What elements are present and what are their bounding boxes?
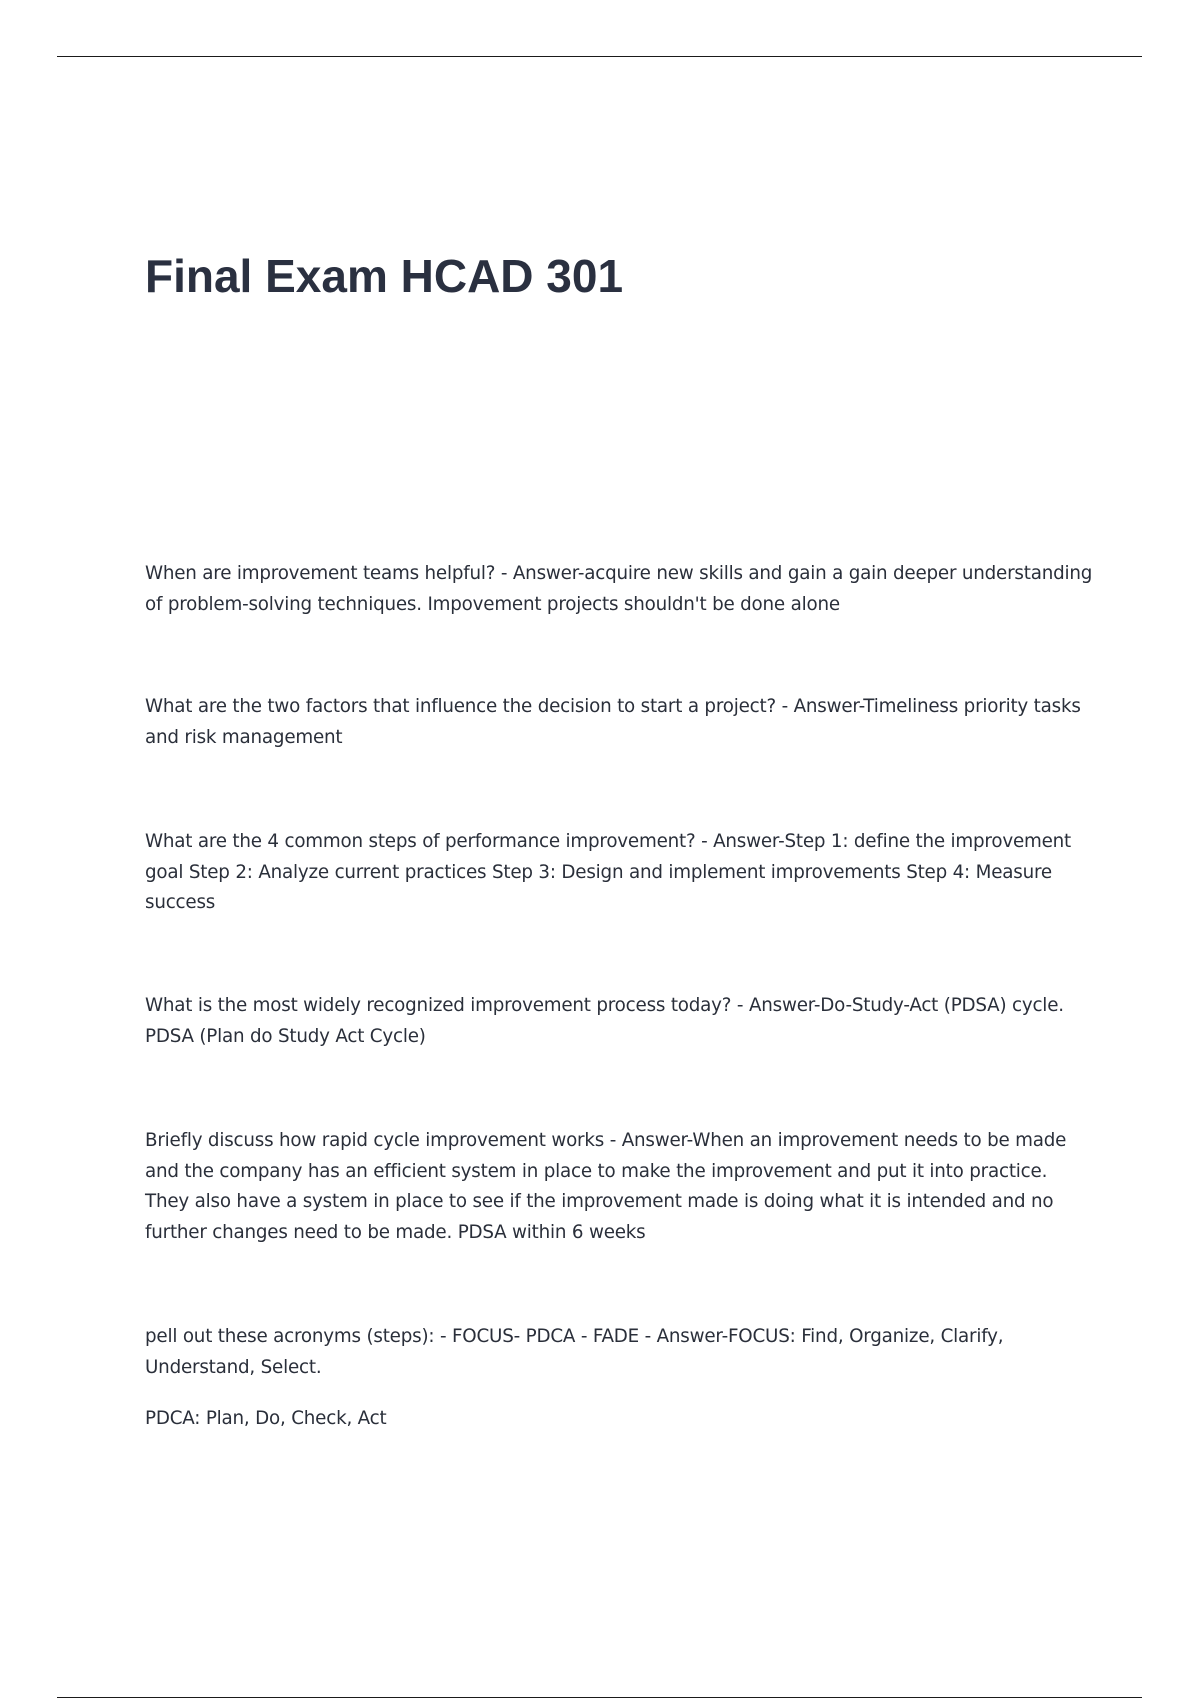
bottom-rule bbox=[57, 1697, 1142, 1698]
answer-text: Answer-When an improvement needs to be made and the company has an efficient system in place to make the improvement and put it into practice. They also have a system in place to see if the improvement made is doing what it is intended and no further changes need to be made. PDSA within 6 weeks bbox=[145, 1130, 1067, 1243]
question-text: pell out these acronyms (steps): - FOCUS- PDCA - FADE - bbox=[145, 1326, 657, 1347]
document-title: Final Exam HCAD 301 bbox=[145, 250, 624, 302]
question-text: What are the two factors that influence the decision to start a project? - bbox=[145, 696, 794, 717]
qa-item-6 bbox=[145, 1322, 1095, 1383]
qa-item-1 bbox=[145, 559, 1095, 620]
question-text: When are improvement teams helpful? - bbox=[145, 563, 513, 584]
top-rule bbox=[57, 56, 1142, 57]
question-text: What are the 4 common steps of performance improvement? - bbox=[145, 831, 714, 852]
answer-text: Answer-acquire new skills and gain a gain deeper understanding of problem-solving techniques. Impovement projects shouldn't be done alone bbox=[145, 563, 1093, 615]
answer-text: Answer-Step 1: define the improvement goal Step 2: Analyze current practices Step 3: Design and implement improvements Step 4: Measure success bbox=[145, 831, 1071, 913]
answer-text: Answer-Do-Study-Act (PDSA) cycle. PDSA (Plan do Study Act Cycle) bbox=[145, 995, 1064, 1047]
qa-item-3 bbox=[145, 827, 1095, 919]
question-text: Briefly discuss how rapid cycle improvement works - bbox=[145, 1130, 622, 1151]
answer-text: Answer-FOCUS: Find, Organize, Clarify, Understand, Select. bbox=[145, 1326, 1004, 1378]
answer-text: Answer-Timeliness priority tasks and risk management bbox=[145, 696, 1081, 748]
qa-item-6-continuation: PDCA: Plan, Do, Check, Act bbox=[145, 1408, 387, 1429]
question-text: What is the most widely recognized improvement process today? - bbox=[145, 995, 749, 1016]
qa-item-5 bbox=[145, 1126, 1095, 1248]
qa-item-4 bbox=[145, 991, 1095, 1052]
qa-item-2 bbox=[145, 692, 1095, 753]
